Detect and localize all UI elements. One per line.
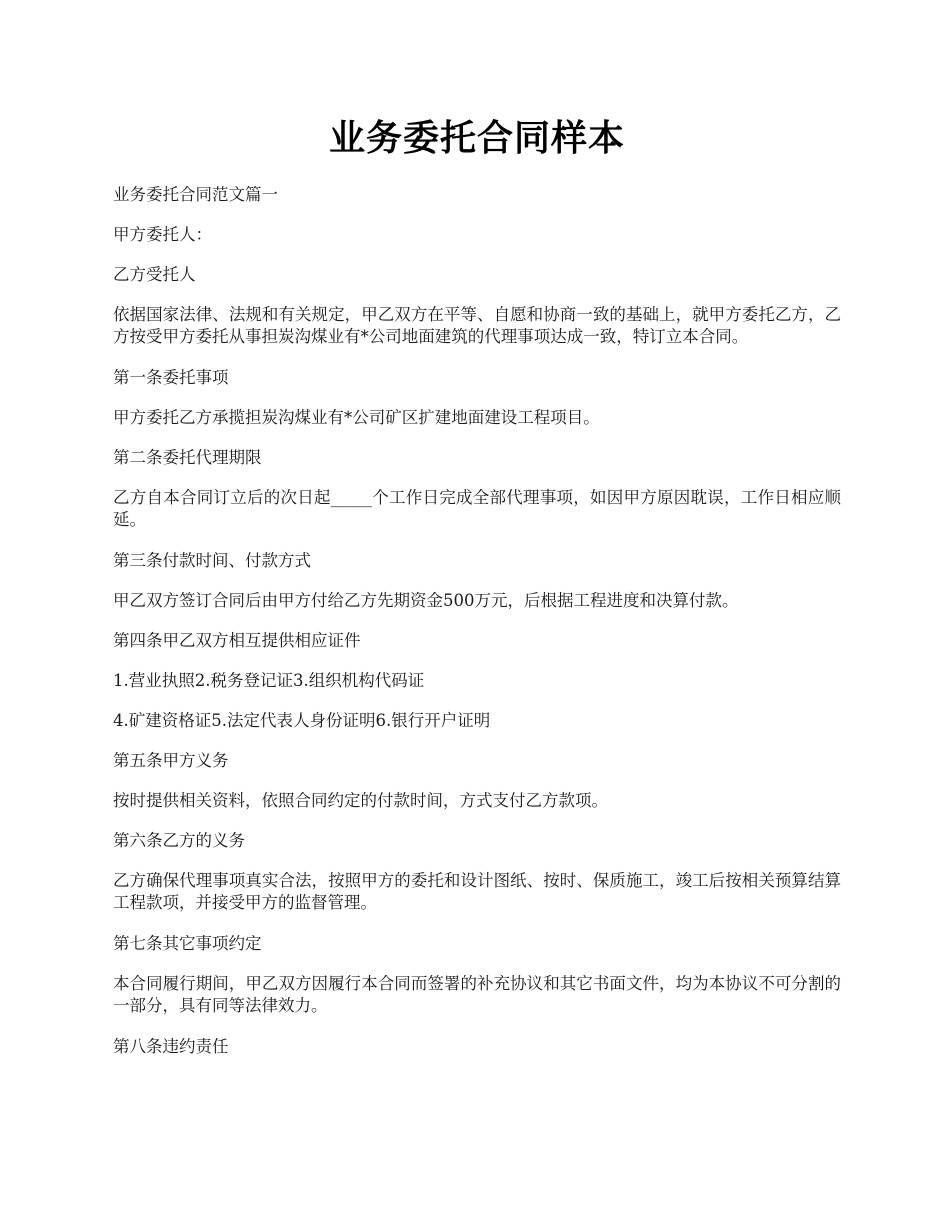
paragraph-party-b: 乙方受托人 — [113, 265, 196, 284]
article-7-heading: 第七条其它事项约定 — [113, 934, 262, 953]
article-5-body: 按时提供相关资料，依照合同约定的付款时间，方式支付乙方款项。 — [113, 791, 608, 810]
article-5-heading: 第五条甲方义务 — [113, 751, 229, 770]
document-body — [113, 112, 841, 1076]
article-2-body: 乙方自本合同订立后的次日起_____个工作日完成全部代理事项，如因甲方原因耽误，工作日相应顺延。 — [113, 488, 841, 529]
article-4-heading: 第四条甲乙双方相互提供相应证件 — [113, 631, 361, 650]
article-4-list-line-1: 1.营业执照2.税务登记证3.组织机构代码证 — [113, 671, 425, 690]
article-3-heading: 第三条付款时间、付款方式 — [113, 551, 311, 570]
paragraph-preamble: 依据国家法律、法规和有关规定，甲乙双方在平等、自愿和协商一致的基础上，就甲方委托乙方，乙方按受甲方委托从事担炭沟煤业有*公司地面建筑的代理事项达成一致，特订立本合同。 — [113, 305, 841, 346]
article-4-list-line-2: 4.矿建资格证5.法定代表人身份证明6.银行开户证明 — [113, 711, 491, 730]
article-6-body: 乙方确保代理事项真实合法，按照甲方的委托和设计图纸、按时、保质施工，竣工后按相关预算结算工程款项，并接受甲方的监督管理。 — [113, 871, 841, 912]
document-title: 业务委托合同样本 — [328, 117, 625, 159]
article-7-body: 本合同履行期间，甲乙双方因履行本合同而签署的补充协议和其它书面文件，均为本协议不可分割的一部分，具有同等法律效力。 — [113, 974, 841, 1015]
paragraph-sample-heading: 业务委托合同范文篇一 — [113, 185, 278, 204]
article-1-heading: 第一条委托事项 — [113, 368, 229, 387]
article-2-heading: 第二条委托代理期限 — [113, 448, 262, 467]
article-3-body: 甲乙双方签订合同后由甲方付给乙方先期资金500万元，后根据工程进度和决算付款。 — [113, 591, 739, 610]
article-6-heading: 第六条乙方的义务 — [113, 831, 245, 850]
paragraph-party-a: 甲方委托人： — [113, 225, 212, 244]
article-1-body: 甲方委托乙方承揽担炭沟煤业有*公司矿区扩建地面建设工程项目。 — [113, 408, 600, 427]
article-8-heading: 第八条违约责任 — [113, 1037, 229, 1056]
